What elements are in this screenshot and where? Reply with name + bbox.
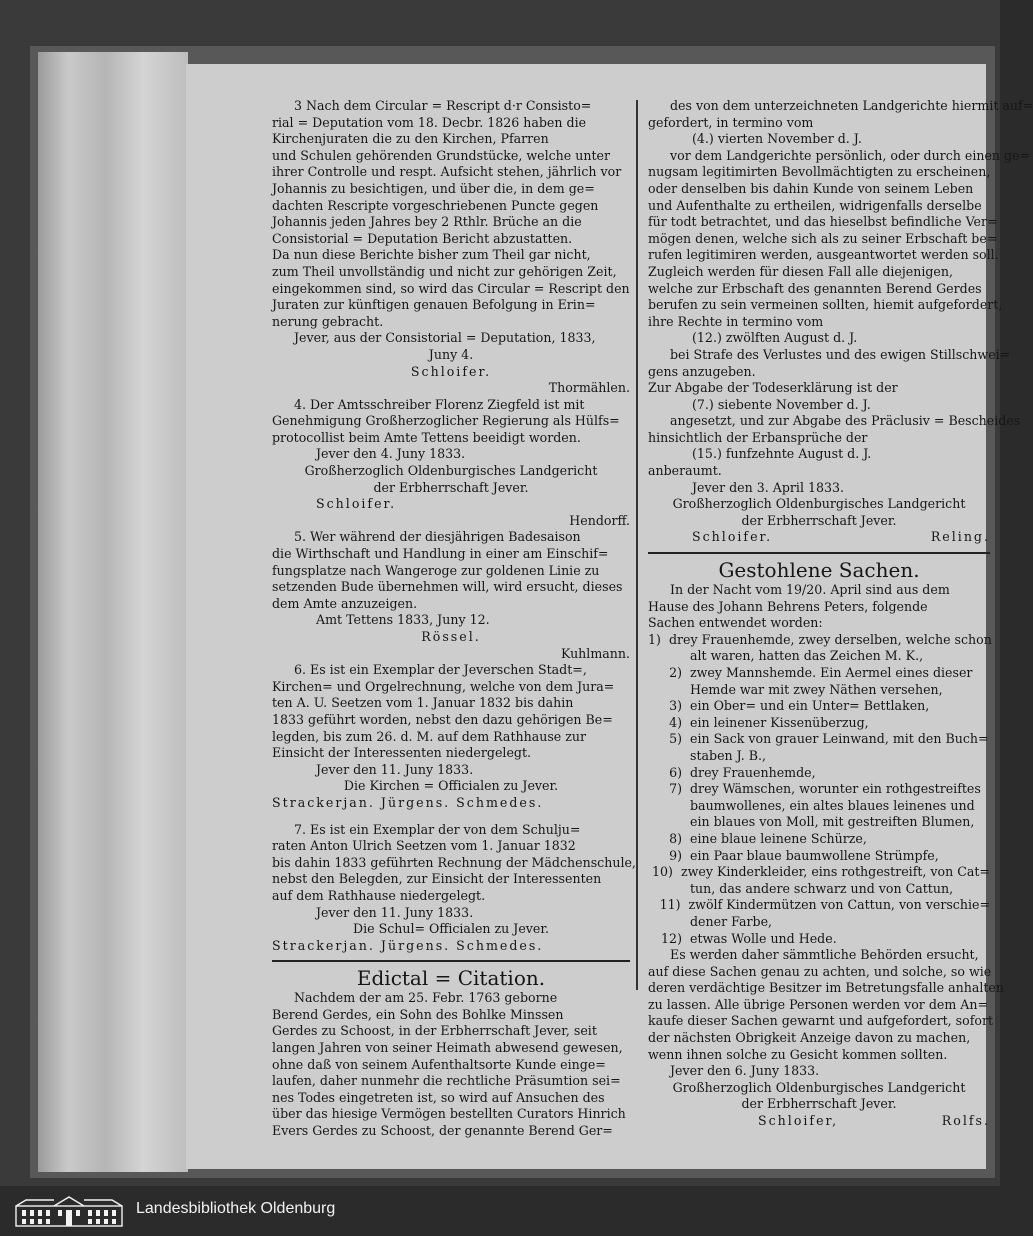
list-item-number: 9) (669, 847, 682, 863)
text-line: deren verdächtige Besitzer im Betretungsfalle anhalten (648, 980, 1004, 996)
text-line: bei Strafe des Verlustes und des ewigen Stillschwei= (670, 346, 1011, 362)
list-item-number (648, 682, 682, 699)
text-line: Zur Abgabe der Todeserklärung ist der (648, 380, 898, 396)
notice-4-date: Jever den 4. Juny 1833. (316, 446, 466, 462)
text-line: setzenden Bude übernehmen will, wird ersucht, dieses (272, 579, 623, 595)
notice-4-court: Großherzoglich Oldenburgisches Landgericht (304, 463, 598, 479)
list-item-number (648, 748, 682, 765)
list-item-text: drey Frauenhemde, zwey derselben, welche schon (668, 631, 992, 647)
edictal-signatures (648, 529, 990, 546)
list-item (648, 881, 990, 898)
list-item (648, 831, 990, 848)
list-item-text: dener Farbe, (690, 913, 773, 929)
text-line: auf dem Rathhause niedergelegt. (272, 887, 486, 903)
list-item-number: 2) (669, 665, 682, 680)
text-line: oder denselben bis dahin Kunde von seinem Leben (648, 180, 974, 196)
stolen-goods-signatures (648, 1113, 990, 1130)
list-item-text: drey Wämschen, worunter ein rothgestreiftes (690, 781, 981, 797)
notice-6-signatures: Strackerjan. Jürgens. Schmedes. (272, 794, 544, 810)
list-item-text: tun, das andere schwarz und von Cattun, (690, 880, 954, 896)
notice-5-signature-2: Kuhlmann. (560, 645, 630, 661)
text-line: auf diese Sachen genau zu achten, und solche, so wie (648, 963, 992, 979)
list-item-text: drey Frauenhemde, (690, 764, 816, 780)
text-line: Hause des Johann Behrens Peters, folgende (648, 598, 928, 614)
notice-7 (272, 821, 636, 905)
text-line: ten A. U. Seetzen vom 1. Januar 1832 bis dahin (272, 695, 574, 711)
text-line: nes Todes eingetreten ist, so wird auf Ansuchen des (272, 1089, 605, 1105)
list-item-number: 6) (669, 764, 682, 780)
text-line: Kirchen= und Orgelrechnung, welche von dem Jura= (272, 678, 615, 694)
text-line: wenn ihnen solche zu Gesicht kommen sollten. (648, 1046, 948, 1062)
text-line: nebst den Belegden, zur Einsicht der Interessenten (272, 871, 602, 887)
term-4: (15.) funfzehnte August d. J. (692, 446, 872, 462)
section-rule-right (648, 552, 990, 554)
text-line: und Schulen gehörenden Grundstücke, welche unter (272, 147, 610, 163)
list-item-text: staben J. B., (690, 747, 766, 763)
section-rule (272, 960, 630, 962)
list-item (648, 632, 990, 649)
notice-7-signatures: Strackerjan. Jürgens. Schmedes. (272, 937, 544, 953)
text-line: angesetzt, und zur Abgabe des Präclusiv = Bescheides (670, 413, 1021, 429)
text-line: Es werden daher sämmtliche Behörden ersucht, (670, 947, 979, 963)
list-item-number: 4) (669, 714, 682, 730)
text-line: Juraten zur künftigen genauen Befolgung in Erin= (272, 297, 596, 313)
list-item-text: zwölf Kindermützen von Cattun, von verschie= (688, 897, 990, 913)
list-item (648, 648, 990, 665)
list-item-number: 7) (669, 781, 682, 797)
book-page-edges (38, 52, 188, 1172)
term-2: (12.) zwölften August d. J. (692, 330, 858, 346)
library-footer (0, 1186, 1000, 1236)
library-building-icon (14, 1194, 124, 1228)
list-item-text: Hemde war mit zwey Näthen versehen, (690, 681, 943, 697)
text-line: über das hiesige Vermögen bestellten Curators Hinrich (272, 1106, 626, 1122)
list-item-text: ein Paar blaue baumwollene Strümpfe, (690, 847, 939, 863)
notice-4-court-2: der Erbherrschaft Jever. (373, 479, 529, 495)
term-1: (4.) vierten November d. J. (692, 131, 862, 147)
right-column (648, 98, 1033, 1130)
text-line: 5. Wer während der diesjährigen Badesaison (294, 529, 581, 545)
text-line: vor dem Landgerichte persönlich, oder durch einen ge= (670, 147, 1031, 163)
text-line: hinsichtlich der Erbansprüche der (648, 429, 868, 445)
text-line: 4. Der Amtsschreiber Florenz Ziegfeld ist mit (294, 396, 585, 412)
list-item-text: eine blaue leinene Schürze, (690, 830, 867, 846)
text-line: ihrer Controlle und respt. Aufsicht stehen, jährlich vor (272, 164, 622, 180)
text-line: Johannis zu besichtigen, und über die, in dem ge= (272, 180, 595, 196)
text-line: legden, bis zum 26. d. M. auf dem Rathhause zur (272, 728, 587, 744)
list-item (648, 848, 990, 865)
text-line: Johannis jeden Jahres bey 2 Rthlr. Brüche an die (272, 214, 582, 230)
list-item-text: baumwollenes, ein altes blaues leinenes und (690, 797, 975, 813)
list-item-number: 11) (659, 897, 681, 913)
text-line: Da nun diese Berichte bisher zum Theil gar nicht, (272, 247, 591, 263)
text-line: rufen legitimiren werden, ausgeantwortet werden soll. (648, 247, 999, 263)
term-3: (7.) siebente November d. J. (692, 396, 871, 412)
text-line: Consistorial = Deputation Bericht abzustatten. (272, 230, 573, 246)
list-item (648, 698, 990, 715)
list-item (648, 715, 990, 732)
text-line: In der Nacht vom 19/20. April sind aus dem (670, 582, 950, 598)
edictal-citation-continued-4 (648, 413, 1021, 446)
edictal-signature-1: Schloifer. (692, 529, 773, 545)
notice-4 (272, 397, 630, 447)
list-item (648, 748, 990, 765)
library-name: Landesbibliothek Oldenburg (136, 1200, 336, 1217)
list-item-number (648, 814, 682, 831)
edictal-court: Großherzoglich Oldenburgisches Landgericht (672, 496, 966, 512)
text-line: protocollist beim Amte Tettens beeidigt worden. (272, 429, 581, 445)
edictal-date: Jever den 3. April 1833. (692, 479, 845, 495)
list-item-number (648, 881, 682, 898)
list-item-number: 1) (648, 631, 661, 647)
text-line: nerung gebracht. (272, 313, 384, 329)
notice-6-office: Die Kirchen = Officialen zu Jever. (343, 778, 559, 794)
text-line: für todt betrachtet, und das hieselbst befindliche Ver= (648, 214, 998, 230)
text-line: nugsam legitimirten Bevollmächtigten zu erscheinen, (648, 164, 991, 180)
list-item (648, 682, 990, 699)
list-item-number: 5) (669, 731, 682, 747)
edictal-signature-2: Reling. (930, 529, 990, 545)
text-line: ihre Rechte in termino vom (648, 313, 824, 329)
list-item-text: ein leinener Kissenüberzug, (690, 714, 869, 730)
text-line: Genehmigung Großherzoglicher Regierung als Hülfs= (272, 413, 620, 429)
text-line: dem Amte anzuzeigen. (272, 595, 418, 611)
list-item-text: ein Ober= und ein Unter= Bettlaken, (690, 698, 930, 714)
list-item (648, 781, 990, 798)
left-column (272, 98, 636, 1140)
text-line: Sachen entwendet worden: (648, 615, 823, 631)
text-line: 1833 geführt worden, nebst den dazu gehörigen Be= (272, 711, 613, 727)
notice-4-signature-2: Hendorff. (569, 512, 630, 528)
list-item-number: 12) (661, 930, 682, 946)
list-item (648, 665, 990, 682)
edictal-citation-continued-5: anberaumt. (648, 463, 722, 479)
stolen-goods-date: Jever den 6. Juny 1833. (670, 1063, 820, 1079)
text-line: rial = Deputation vom 18. Decbr. 1826 haben die (272, 114, 587, 130)
text-line: und Aufenthalte zu ertheilen, widrigenfalls derselbe (648, 197, 982, 213)
notice-3-signature-2: Thormählen. (548, 380, 630, 396)
stolen-goods-court: Großherzoglich Oldenburgisches Landgericht (672, 1079, 966, 1095)
list-item-text: zwey Mannshemde. Ein Aermel eines dieser (690, 665, 973, 680)
text-line: welche zur Erbschaft des genannten Berend Gerdes (648, 280, 982, 296)
text-line: berufen zu sein vermeinen sollten, hiemit aufgefordert, (648, 297, 1003, 313)
edictal-citation-continued (648, 98, 1033, 131)
text-line: ohne daß von seinem Aufenthaltsorte Kunde einge= (272, 1056, 606, 1072)
notice-7-date: Jever den 11. Juny 1833. (316, 904, 474, 920)
list-item (648, 814, 990, 831)
list-item (648, 798, 990, 815)
text-line: die Wirthschaft und Handlung in einer am Einschif= (272, 546, 609, 562)
text-line: Berend Gerdes, ein Sohn des Bohlke Minssen (272, 1006, 564, 1022)
text-line: 7. Es ist ein Exemplar der von dem Schulju= (294, 821, 581, 837)
edictal-citation-continued-2 (648, 147, 1031, 331)
text-line: fungsplatze nach Wangeroge zur goldenen Linie zu (272, 562, 600, 578)
text-line: Nachdem der am 25. Febr. 1763 geborne (294, 990, 558, 1006)
text-line: der nächsten Obrigkeit Anzeige davon zu machen, (648, 1030, 971, 1046)
notice-5-signature-1: Rössel. (421, 629, 481, 644)
notice-3-date-2: Juny 4. (428, 346, 474, 362)
text-line: zu lassen. Alle übrige Personen werden vor dem An= (648, 996, 989, 1012)
stolen-goods-text (648, 947, 1004, 1063)
text-line: 6. Es ist ein Exemplar der Jeverschen Stadt=, (294, 662, 587, 678)
list-item-number (648, 798, 682, 815)
text-line: zum Theil unvollständig und nicht zur gehörigen Zeit, (272, 263, 617, 279)
text-line: kaufe dieser Sachen gewarnt und aufgefordert, sofort (648, 1013, 994, 1029)
edictal-citation-continued-3 (648, 346, 1011, 397)
text-line: Einsicht der Interessenten niedergelegt. (272, 745, 532, 761)
column-divider (636, 100, 638, 990)
list-item (648, 765, 990, 782)
text-line: Evers Gerdes zu Schoost, der genannte Berend Ger= (272, 1123, 613, 1139)
list-item-text: ein Sack von grauer Leinwand, mit den Buch= (690, 731, 989, 747)
list-item-text: alt waren, hatten das Zeichen M. K., (690, 648, 924, 664)
text-line: dachten Rescripte vorgeschriebenen Puncte gegen (272, 197, 599, 213)
notice-6 (272, 662, 630, 762)
text-line: Gerdes zu Schoost, in der Erbherrschaft Jever, seit (272, 1023, 597, 1039)
notice-4-signature-1: Schloifer. (316, 496, 397, 512)
stolen-goods-intro (648, 582, 990, 632)
stolen-goods-signature-1: Schloifer, (758, 1113, 839, 1129)
text-line: Zugleich werden für diesen Fall alle diejenigen, (648, 263, 953, 279)
list-item-text: ein blaues von Moll, mit gestreiften Blumen, (690, 814, 975, 830)
stolen-goods-list (648, 632, 990, 947)
text-line: des von dem unterzeichneten Landgerichte hiermit auf= (670, 98, 1033, 113)
notice-5-date: Amt Tettens 1833, Juny 12. (316, 612, 490, 628)
list-item-number (648, 648, 682, 665)
stolen-goods-heading: Gestohlene Sachen. (718, 558, 920, 583)
text-line: raten Anton Ulrich Seetzen vom 1. Januar 1832 (272, 838, 576, 854)
list-item-number: 3) (669, 698, 682, 714)
text-line: langen Jahren von seiner Heimath abwesend gewesen, (272, 1040, 623, 1056)
list-item-text: zwey Kinderkleider, eins rothgestreift, von Cat= (680, 864, 990, 880)
text-line: eingekommen sind, so wird das Circular = Rescript den (272, 280, 630, 296)
edictal-citation-text (272, 990, 630, 1139)
text-line: Kirchenjuraten die zu den Kirchen, Pfarren (272, 131, 549, 147)
text-line: mögen denen, welche sich als zu seiner Erbschaft be= (648, 230, 998, 246)
text-line: laufen, daher nunmehr die rechtliche Präsumtion sei= (272, 1073, 621, 1089)
text-line: bis dahin 1833 geführten Rechnung der Mädchenschule, (272, 854, 636, 870)
notice-3-date: Jever, aus der Consistorial = Deputation, 1833, (294, 330, 596, 346)
text-line: gens anzugeben. (648, 363, 756, 379)
notice-3-signature-1: Schloifer. (410, 363, 492, 379)
notice-3 (272, 98, 630, 330)
notice-6-date: Jever den 11. Juny 1833. (316, 761, 474, 777)
list-item (648, 914, 990, 931)
list-item (648, 731, 990, 748)
notice-5 (272, 529, 630, 612)
stolen-goods-court-2: der Erbherrschaft Jever. (741, 1096, 897, 1112)
list-item (648, 931, 990, 948)
list-item-number (648, 914, 682, 931)
list-item-number: 10) (652, 864, 673, 880)
edictal-court-2: der Erbherrschaft Jever. (741, 512, 897, 528)
text-line: gefordert, in termino vom (648, 114, 814, 130)
notice-7-office: Die Schul= Officialen zu Jever. (352, 921, 549, 937)
list-item (648, 897, 990, 914)
list-item-number: 8) (669, 830, 682, 846)
stolen-goods-signature-2: Rolfs. (941, 1113, 990, 1129)
list-item-text: etwas Wolle und Hede. (690, 930, 837, 946)
list-item (648, 864, 990, 881)
edictal-citation-heading: Edictal = Citation. (356, 966, 546, 991)
text-line: 3 Nach dem Circular = Rescript d·r Consisto= (294, 98, 592, 113)
